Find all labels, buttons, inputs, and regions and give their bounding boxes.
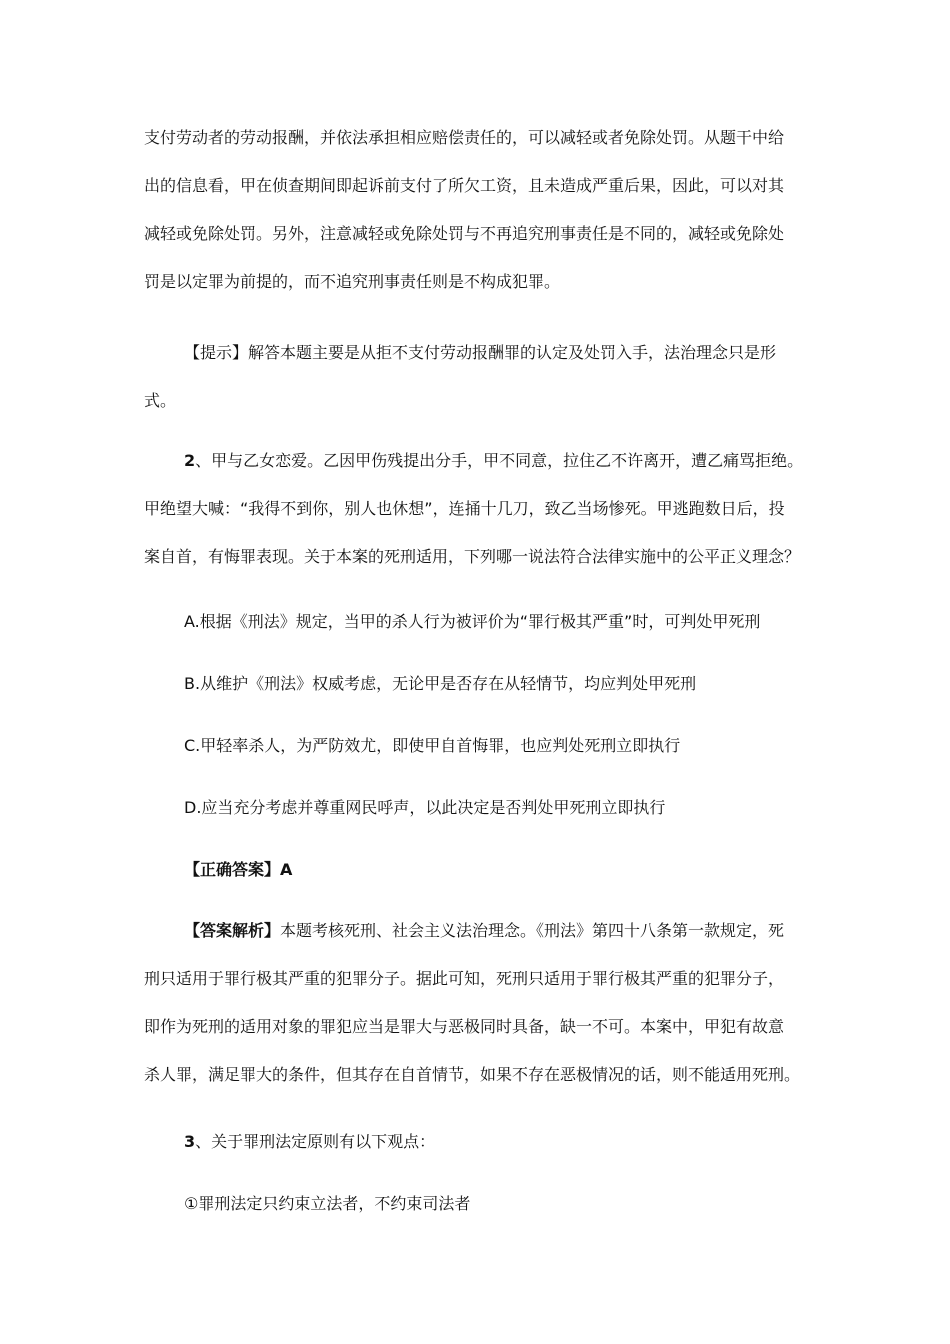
text-line: 案自首，有悔罪表现。关于本案的死刑适用，下列哪一说法符合法律实施中的公平正义理念？ xyxy=(144,547,801,566)
option-c: C.甲轻率杀人，为严防效尤，即使甲自首悔罪，也应判处死刑立即执行 xyxy=(184,736,681,755)
question-2-stem xyxy=(144,437,808,581)
text-line: 甲绝望大喊：“我得不到你，别人也休想”，连捅十几刀，致乙当场惨死。甲逃跑数日后，投 xyxy=(144,499,785,518)
text-line: 出的信息看，甲在侦查期间即起诉前支付了所欠工资，且未造成严重后果，因此，可以对其 xyxy=(144,176,785,195)
text-line: 减轻或免除处罚。另外，注意减轻或免除处罚与不再追究刑事责任是不同的，减轻或免除处 xyxy=(144,224,785,243)
analysis-label: 【答案解析】 xyxy=(184,921,281,940)
text-line: 支付劳动者的劳动报酬，并依法承担相应赔偿责任的，可以减轻或者免除处罚。从题干中给 xyxy=(144,128,785,147)
text-line: 杀人罪，满足罪大的条件，但其存在自首情节，如果不存在恶极情况的话，则不能适用死刑。 xyxy=(144,1065,801,1084)
option-d: D.应当充分考虑并尊重网民呼声，以此决定是否判处甲死刑立即执行 xyxy=(184,798,666,817)
correct-answer: 【正确答案】A xyxy=(184,860,293,879)
text-line: 式。 xyxy=(144,391,177,410)
question-number: 3 xyxy=(184,1132,196,1151)
explanation-paragraph xyxy=(144,114,808,306)
text-line: 2、甲与乙女恋爱。乙因甲伤残提出分手，甲不同意，拉住乙不许离开，遭乙痛骂拒绝。 xyxy=(184,451,804,470)
text-line: 罚是以定罪为前提的，而不追究刑事责任则是不构成犯罪。 xyxy=(144,272,561,291)
text-line: 【答案解析】本题考核死刑、社会主义法治理念。《刑法》第四十八条第一款规定，死 xyxy=(184,921,785,940)
question-number: 2 xyxy=(184,451,196,470)
answer-analysis xyxy=(144,907,808,1099)
hint-paragraph xyxy=(144,329,808,425)
option-a: A.根据《刑法》规定，当甲的杀人行为被评价为“罪行极其严重”时，可判处甲死刑 xyxy=(184,612,761,631)
question-3-stem: 3、关于罪刑法定原则有以下观点： xyxy=(184,1132,436,1151)
text-line: 即作为死刑的适用对象的罪犯应当是罪大与恶极同时具备，缺一不可。本案中，甲犯有故意 xyxy=(144,1017,785,1036)
option-b: B.从维护《刑法》权威考虑，无论甲是否存在从轻情节，均应判处甲死刑 xyxy=(184,674,697,693)
text-line: 【提示】解答本题主要是从拒不支付劳动报酬罪的认定及处罚入手，法治理念只是形 xyxy=(184,343,777,362)
text-line: 刑只适用于罪行极其严重的犯罪分子。据此可知，死刑只适用于罪行极其严重的犯罪分子， xyxy=(144,969,785,988)
question-3-item: ①罪刑法定只约束立法者，不约束司法者 xyxy=(184,1194,471,1213)
